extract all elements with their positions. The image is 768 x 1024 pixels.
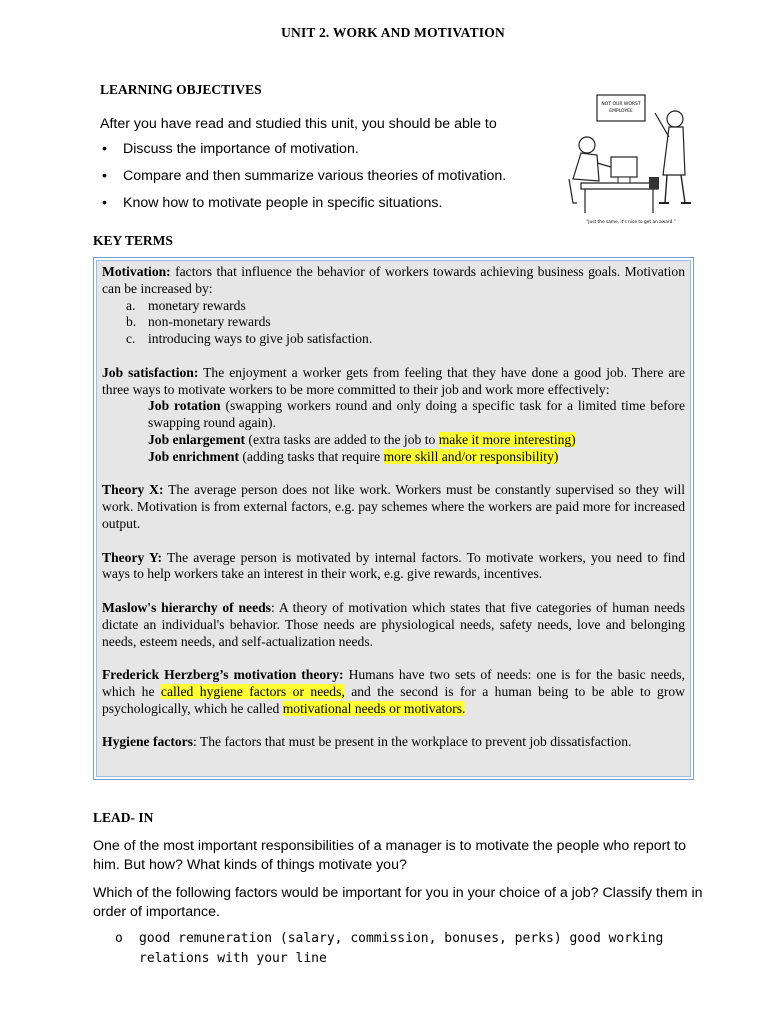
cartoon-caption: "Just the same, it's nice to get an award."	[586, 220, 676, 225]
list-item: b. non-monetary rewards	[126, 314, 271, 330]
job-rotation-item: Job rotation (swapping workers round and only doing a specific task for a limited time before swapping round again).	[148, 398, 685, 431]
highlighted-text: more skill and/or responsibility)	[383, 448, 559, 464]
theory-y-definition: Theory Y: The average person is motivated by internal factors. To motivate workers, you need to find ways to help workers take an interest in their work, e.g. give rewards, incentives.	[102, 549, 685, 582]
list-item: • Discuss the importance of motivation.	[102, 141, 359, 157]
motivation-definition: Motivation: factors that influence the behavior of workers towards achieving business goals. Motivation can be increased by:	[102, 264, 685, 296]
factor-list-item: o good remuneration (salary, commission, bonuses, perks) good working relations with your line	[115, 931, 664, 966]
lead-in-paragraph-1: One of the most important responsibilities of a manager is to motivate the people who report to him. But how? What kinds of things motivate you?	[93, 838, 687, 873]
job-satisfaction-definition: Job satisfaction: The enjoyment a worker gets from feeling that they have done a good job. There are three ways to motivate workers to be more committed to their job and work more effectively:	[102, 364, 685, 397]
bullet-icon: •	[102, 195, 107, 211]
objectives-list	[100, 140, 506, 221]
objectives-intro: After you have read and studied this unit, you should be able to	[100, 116, 497, 132]
lead-in-paragraph-2: Which of the following factors would be important for you in your choice of a job? Classify them in order of importance.	[93, 885, 703, 920]
list-item: c. introducing ways to give job satisfaction.	[126, 331, 373, 347]
bullet-icon: •	[102, 168, 107, 184]
lead-in-heading: LEAD- IN	[93, 810, 154, 825]
job-enlargement-item: Job enlargement (extra tasks are added to the job to make it more interesting)	[148, 431, 576, 447]
unit-title: UNIT 2. WORK AND MOTIVATION	[281, 25, 505, 40]
bullet-icon: •	[102, 141, 107, 157]
key-terms-content	[96, 260, 691, 777]
herzberg-definition: Frederick Herzberg’s motivation theory: Humans have two sets of needs: one is for the basic needs, which he called hygiene factors or needs, and the second is for a human being to be able to grow psychologically, which he called motivational needs or motivators.	[102, 667, 685, 716]
highlighted-text: called hygiene factors or needs,	[160, 683, 345, 699]
job-enrichment-item: Job enrichment (adding tasks that require more skill and/or responsibility)	[148, 448, 559, 464]
motivation-list	[102, 298, 685, 348]
circle-bullet-icon: o	[115, 931, 123, 946]
list-item: a. monetary rewards	[126, 297, 246, 313]
learning-objectives-heading: LEARNING OBJECTIVES	[100, 82, 262, 97]
highlighted-text: make it more interesting)	[438, 431, 576, 447]
key-terms-box	[93, 257, 694, 780]
list-item: • Know how to motivate people in specific situations.	[102, 195, 443, 211]
maslow-definition: Maslow's hierarchy of needs: A theory of motivation which states that five categories of human needs dictate an individual's behavior. Those needs are physiological needs, safety needs, love and belonging needs, esteem needs, and self-actualization needs.	[102, 599, 685, 649]
list-item: • Compare and then summarize various theories of motivation.	[102, 168, 507, 184]
highlighted-text: motivational needs or motivators.	[282, 700, 466, 716]
award-sign-text: NOT OUR WORST	[601, 102, 641, 107]
office-cartoon-image	[563, 83, 700, 229]
key-terms-heading: KEY TERMS	[93, 233, 173, 248]
theory-x-definition: Theory X: The average person does not like work. Workers must be constantly supervised so they will work. Motivation is from external factors, e.g. pay schemes where the workers are paid more for increased output.	[102, 482, 685, 531]
hygiene-factors-definition: Hygiene factors: The factors that must be present in the workplace to prevent job dissatisfaction.	[102, 734, 632, 750]
award-sign-text-2: EMPLOYEE	[609, 109, 633, 114]
